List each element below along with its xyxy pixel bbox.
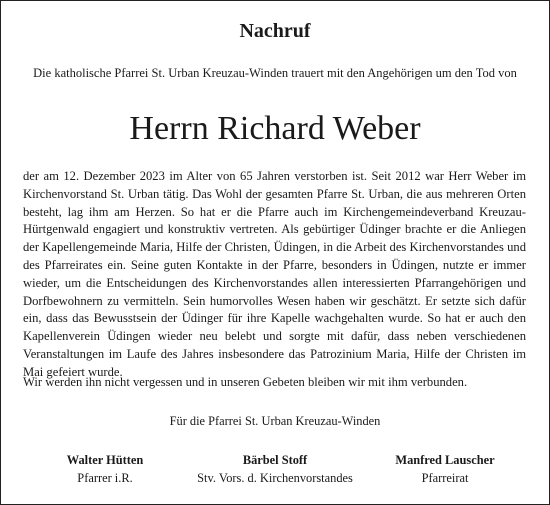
- signatory-2: [175, 451, 375, 487]
- closing-text: Wir werden ihn nicht vergessen und in unseren Gebeten bleiben wir mit ihm verbunden.: [23, 375, 468, 389]
- obituary-body: der am 12. Dezember 2023 im Alter von 65 Jahren verstorben ist. Seit 2012 war Herr Weber im Kirchenvorstand St. Urban tätig. Das Wohl der gesamten Pfarre St. Urban, die aus mehreren Orten besteht, lag ihm am Herzen. So hat er die Pfarre auch im Kirchengemeindeverband Kreuzau-Hürtgenwald engagiert und konstruktiv vertreten. Als gebürtiger Üdinger brachte er die Anliegen der Kapellengemeinde Maria, Hilfe der Christen, Üdingen, in die Arbeit des Kirchenvorstandes und des Pfarreirates ein. Seine guten Kontakte in der Pfarre, besonders in Üdingen, nutzte er immer wieder, um die Entscheidungen des Kirchenvorstandes allen interessierten Pfarrangehörigen und Dorfbewohnern zu vermitteln. Sein humorvolles Wesen haben wir geschätzt. Er setzte sich dafür ein, dass das Bewusstsein der Üdinger für ihre Kapelle wachgehalten wurde. So hat er auch den Kapellenverein Üdingen wieder neu belebt und sorgte mit dafür, dass neben verschiedenen Veranstaltungen im Laufe des Jahres insbesondere das Patrozinium Maria, Hilfe der Christen im Mai gefeiert wurde.: [23, 169, 526, 379]
- deceased-name: Herrn Richard Weber: [129, 110, 421, 147]
- intro-text: Die katholische Pfarrei St. Urban Kreuzau-Winden trauert mit den Angehörigen um den Tod von: [33, 66, 517, 80]
- obituary-title: Nachruf: [239, 20, 311, 42]
- signatory-name: Bärbel Stoff: [242, 453, 308, 467]
- signatory-1: [40, 451, 170, 487]
- signed-on-behalf-line: Für die Pfarrei St. Urban Kreuzau-Winden: [169, 414, 381, 428]
- signatory-3: [370, 451, 520, 487]
- signatory-name: Manfred Lauscher: [395, 453, 495, 467]
- signatory-role: Pfarrer i.R.: [77, 471, 133, 485]
- signatory-name: Walter Hütten: [66, 453, 144, 467]
- signatory-role: Stv. Vors. d. Kirchenvorstandes: [197, 471, 353, 485]
- signatory-role: Pfarreirat: [421, 471, 469, 485]
